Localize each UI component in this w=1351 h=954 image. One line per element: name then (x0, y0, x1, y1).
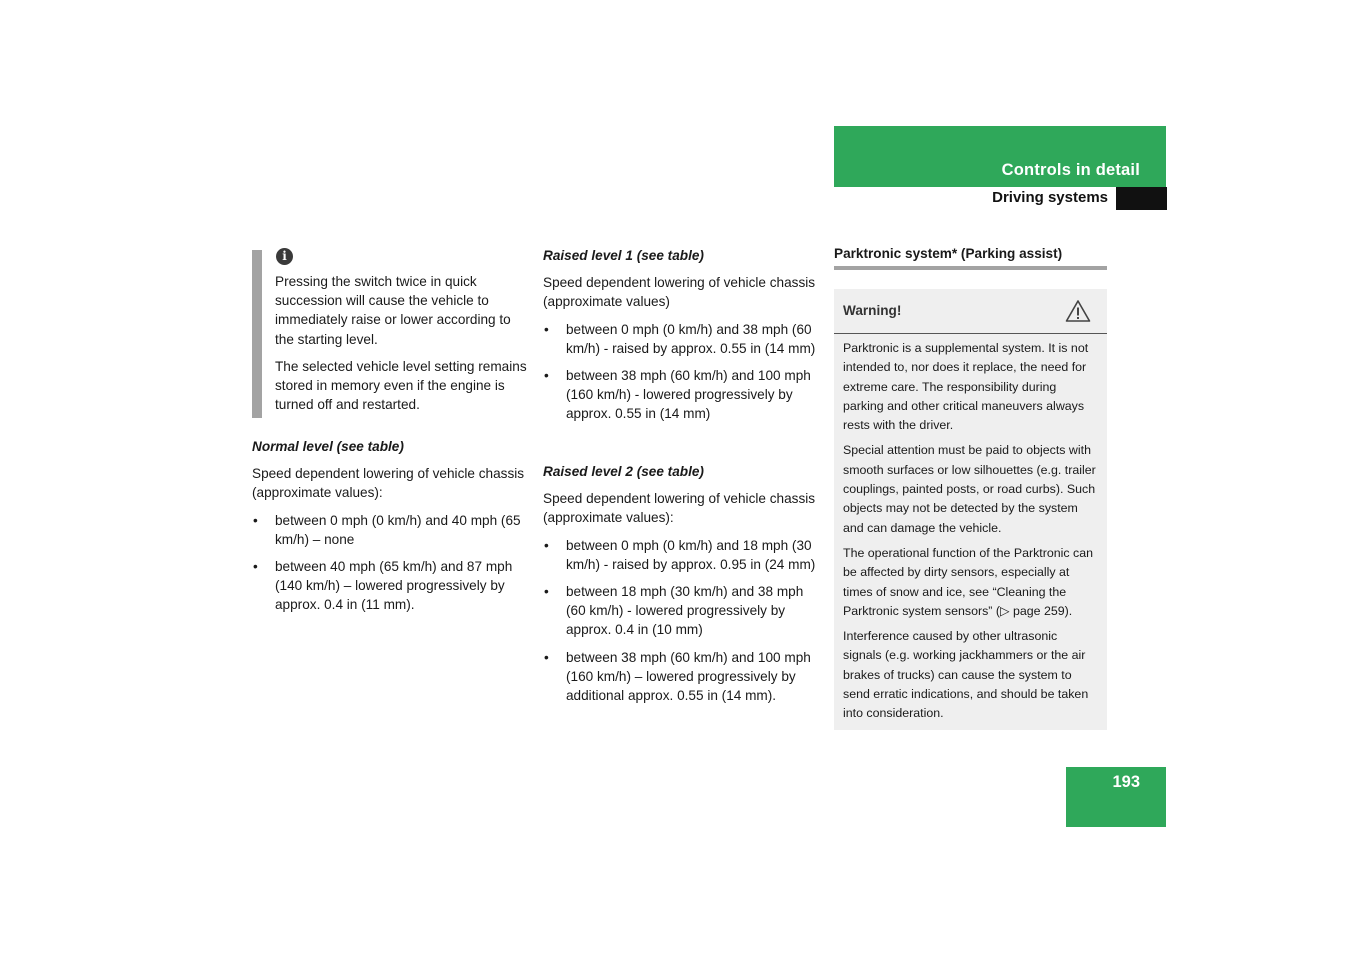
warning-paragraph: Interference caused by other ultrasonic signals (e.g. working jackhammers or the air brakes of trucks) can cause the system to send erratic indications, and should be taken into consideration. (843, 629, 1089, 721)
raised-level-2-list (543, 536, 819, 706)
raised-level-1-section (543, 246, 819, 432)
raised-level-2-intro: Speed dependent lowering of vehicle chassis (approximate values): (543, 491, 816, 526)
raised-level-1-intro: Speed dependent lowering of vehicle chassis (approximate values) (543, 275, 816, 310)
page-number-tab (1066, 767, 1166, 827)
warning-paragraph: Parktronic is a supplemental system. It is not intended to, nor does it replace, the need for extreme care. The responsibility during parking and other critical maneuvers always rests with the driver. (843, 341, 1089, 433)
warning-triangle-icon (1065, 299, 1091, 323)
info-paragraph: Pressing the switch twice in quick succession will cause the vehicle to immediately raise or lower according to the starting level. (275, 274, 511, 347)
warning-body (843, 339, 1099, 730)
header-green-band (834, 126, 1166, 187)
info-icon: i (276, 248, 293, 265)
list-item: • between 0 mph (0 km/h) and 38 mph (60 km/h) - raised by approx. 0.55 in (14 mm) (543, 320, 819, 358)
header-black-tab (1116, 187, 1167, 210)
list-item: • between 40 mph (65 km/h) and 87 mph (140 km/h) – lowered progressively by approx. 0.4 in (11 mm). (252, 557, 527, 615)
section-title: Controls in detail (1001, 161, 1140, 179)
raised-level-2-heading: Raised level 2 (see table) (543, 464, 704, 479)
warning-box (834, 289, 1107, 730)
page-number: 193 (1112, 773, 1140, 791)
list-item: • between 0 mph (0 km/h) and 40 mph (65 km/h) – none (252, 511, 527, 549)
list-item: • between 38 mph (60 km/h) and 100 mph (160 km/h) – lowered progressively by additional approx. 0.55 in (14 mm). (543, 648, 819, 706)
normal-level-intro: Speed dependent lowering of vehicle chassis (approximate values): (252, 466, 525, 501)
subsection-title: Driving systems (992, 189, 1108, 206)
raised-level-1-list (543, 320, 819, 424)
raised-level-1-heading: Raised level 1 (see table) (543, 248, 704, 263)
info-paragraph: The selected vehicle level setting remains stored in memory even if the engine is turned off and restarted. (275, 358, 527, 413)
parktronic-title-rule (834, 266, 1107, 270)
normal-level-section (252, 437, 527, 623)
list-item: • between 38 mph (60 km/h) and 100 mph (160 km/h) - lowered progressively by approx. 0.55 in (14 mm) (543, 366, 819, 424)
list-item: • between 0 mph (0 km/h) and 18 mph (30 km/h) - raised by approx. 0.95 in (24 mm) (543, 536, 819, 574)
warning-paragraph: Special attention must be paid to objects with smooth surfaces or low silhouettes (e.g. trailer couplings, painted posts, or road curbs). Such objects may not be detected by the system and can damage the vehicle. (843, 443, 1096, 535)
warning-header (834, 289, 1107, 334)
info-side-bar (252, 250, 262, 418)
raised-level-2-section (543, 462, 819, 713)
info-note (275, 272, 527, 422)
warning-paragraph: The operational function of the Parktronic can be affected by dirty sensors, especially at times of snow and ice, see “Cleaning the Parktronic system sensors” (▷ page 259). (843, 545, 1094, 618)
normal-level-list (252, 511, 527, 615)
parktronic-title: Parktronic system* (Parking assist) (834, 246, 1063, 261)
normal-level-heading: Normal level (see table) (252, 439, 404, 454)
warning-label: Warning! (843, 303, 902, 318)
list-item: • between 18 mph (30 km/h) and 38 mph (60 km/h) - lowered progressively by approx. 0.4 in (10 mm) (543, 582, 819, 640)
